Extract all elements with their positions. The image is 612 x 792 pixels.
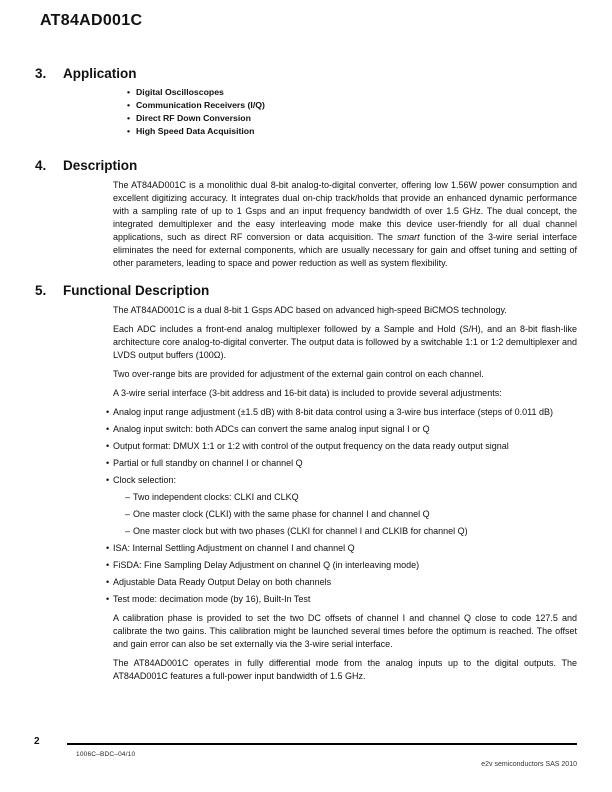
section-heading-row bbox=[35, 67, 577, 81]
section-heading: Functional Description bbox=[63, 283, 210, 298]
section-heading-row bbox=[35, 159, 577, 173]
func-paragraph-2: Each ADC includes a front-end analog multiplexer followed by a Sample and Hold (S/H), and an 8-bit flash-like architecture core analog-to-digital converter. The output data is followed by a switchable 1:1 or 1:2 demultiplexer and LVDS output buffers (100Ω). bbox=[113, 324, 577, 360]
smart-emphasis: smart bbox=[397, 232, 420, 242]
section-application bbox=[35, 67, 577, 138]
footer-rule bbox=[67, 743, 577, 745]
paragraph-text: function of the 3-wire serial interface eliminates the need for external components, which are usually necessary for gain and offset tuning and setting of other parameters, leading to space and power reduction as well as system flexibility. bbox=[113, 232, 577, 268]
page-title: AT84AD001C bbox=[40, 12, 143, 29]
page-number: 2 bbox=[34, 736, 40, 747]
func-paragraph-5: A calibration phase is provided to set the two DC offsets of channel I and channel Q close to code 127.5 and calibrate the two gains. This calibration might be launched several times before the optimum is reached. The offset and gain error can also be set externally via the 3-wire serial interface. bbox=[113, 613, 577, 649]
list-item: • FiSDA: Fine Sampling Delay Adjustment on channel Q (in interleaving mode) bbox=[113, 559, 577, 572]
list-item: • Test mode: decimation mode (by 16), Built-In Test bbox=[113, 593, 577, 606]
list-item-clock-selection bbox=[113, 474, 577, 538]
section-description bbox=[35, 159, 577, 270]
paragraph-text: The AT84AD001C is a monolithic dual 8-bit analog-to-digital converter, offering low 1.56W power consumption and excellent digitizing accuracy. It integrates dual on-chip track/holds that provide an enhanced dynamic performance with a sampling rate of up to 1 Gsps and an input frequency bandwidth of over 1.5 GHz. The dual concept, the integrated demultiplexer and the easy interleaving mode make this device user-friendly for all dual channel applications, such as direct RF conversion or data acquisition. The bbox=[113, 180, 577, 242]
clock-sub-list bbox=[133, 491, 577, 538]
list-item: • ISA: Internal Settling Adjustment on channel I and channel Q bbox=[113, 542, 577, 555]
section-number: 3. bbox=[35, 66, 47, 81]
list-item: • Digital Oscilloscopes bbox=[127, 86, 577, 99]
list-item: • Direct RF Down Conversion bbox=[127, 112, 577, 125]
list-item: • High Speed Data Acquisition bbox=[127, 125, 577, 138]
doc-reference: 1006C–BDC–04/10 bbox=[76, 751, 136, 758]
list-item: • Analog input range adjustment (±1.5 dB) with 8-bit data control using a 3-wire bus interface (steps of 0.011 dB) bbox=[113, 406, 577, 419]
section-heading: Description bbox=[63, 158, 138, 173]
sub-list-item: – Two independent clocks: CLKI and CLKQ bbox=[133, 491, 577, 504]
section-functional-description bbox=[35, 284, 577, 683]
application-list bbox=[127, 86, 577, 138]
functional-description-body bbox=[113, 304, 577, 683]
list-item: • Analog input switch: both ADCs can convert the same analog input signal I or Q bbox=[113, 423, 577, 436]
func-paragraph-6: The AT84AD001C operates in fully differential mode from the analog inputs up to the digital outputs. The AT84AD001C features a full-power input bandwidth of 1.5 GHz. bbox=[113, 658, 577, 681]
sub-list-item: – One master clock (CLKI) with the same phase for channel I and channel Q bbox=[133, 508, 577, 521]
section-number: 5. bbox=[35, 283, 47, 298]
section-heading-row bbox=[35, 284, 577, 298]
description-body bbox=[113, 179, 577, 270]
description-paragraph bbox=[113, 179, 577, 270]
sub-list-item: – One master clock but with two phases (CLKI for channel I and CLKIB for channel Q) bbox=[133, 525, 577, 538]
func-paragraph-4: A 3-wire serial interface (3-bit address and 16-bit data) is included to provide several adjustments: bbox=[113, 388, 502, 398]
list-item: • Partial or full standby on channel I or channel Q bbox=[113, 457, 577, 470]
copyright-notice: e2v semiconductors SAS 2010 bbox=[481, 761, 577, 768]
section-number: 4. bbox=[35, 158, 47, 173]
list-item: • Adjustable Data Ready Output Delay on both channels bbox=[113, 576, 577, 589]
list-item: • Communication Receivers (I/Q) bbox=[127, 99, 577, 112]
adjustments-list bbox=[113, 406, 577, 606]
func-paragraph-1: The AT84AD001C is a dual 8-bit 1 Gsps ADC based on advanced high-speed BiCMOS technology. bbox=[113, 305, 507, 315]
func-paragraph-3: Two over-range bits are provided for adjustment of the external gain control on each channel. bbox=[113, 369, 484, 379]
page-content bbox=[35, 67, 577, 689]
list-item: • Output format: DMUX 1:1 or 1:2 with control of the output frequency on the data ready output signal bbox=[113, 440, 577, 453]
list-item-label: Clock selection: bbox=[113, 475, 177, 485]
section-heading: Application bbox=[63, 66, 137, 81]
